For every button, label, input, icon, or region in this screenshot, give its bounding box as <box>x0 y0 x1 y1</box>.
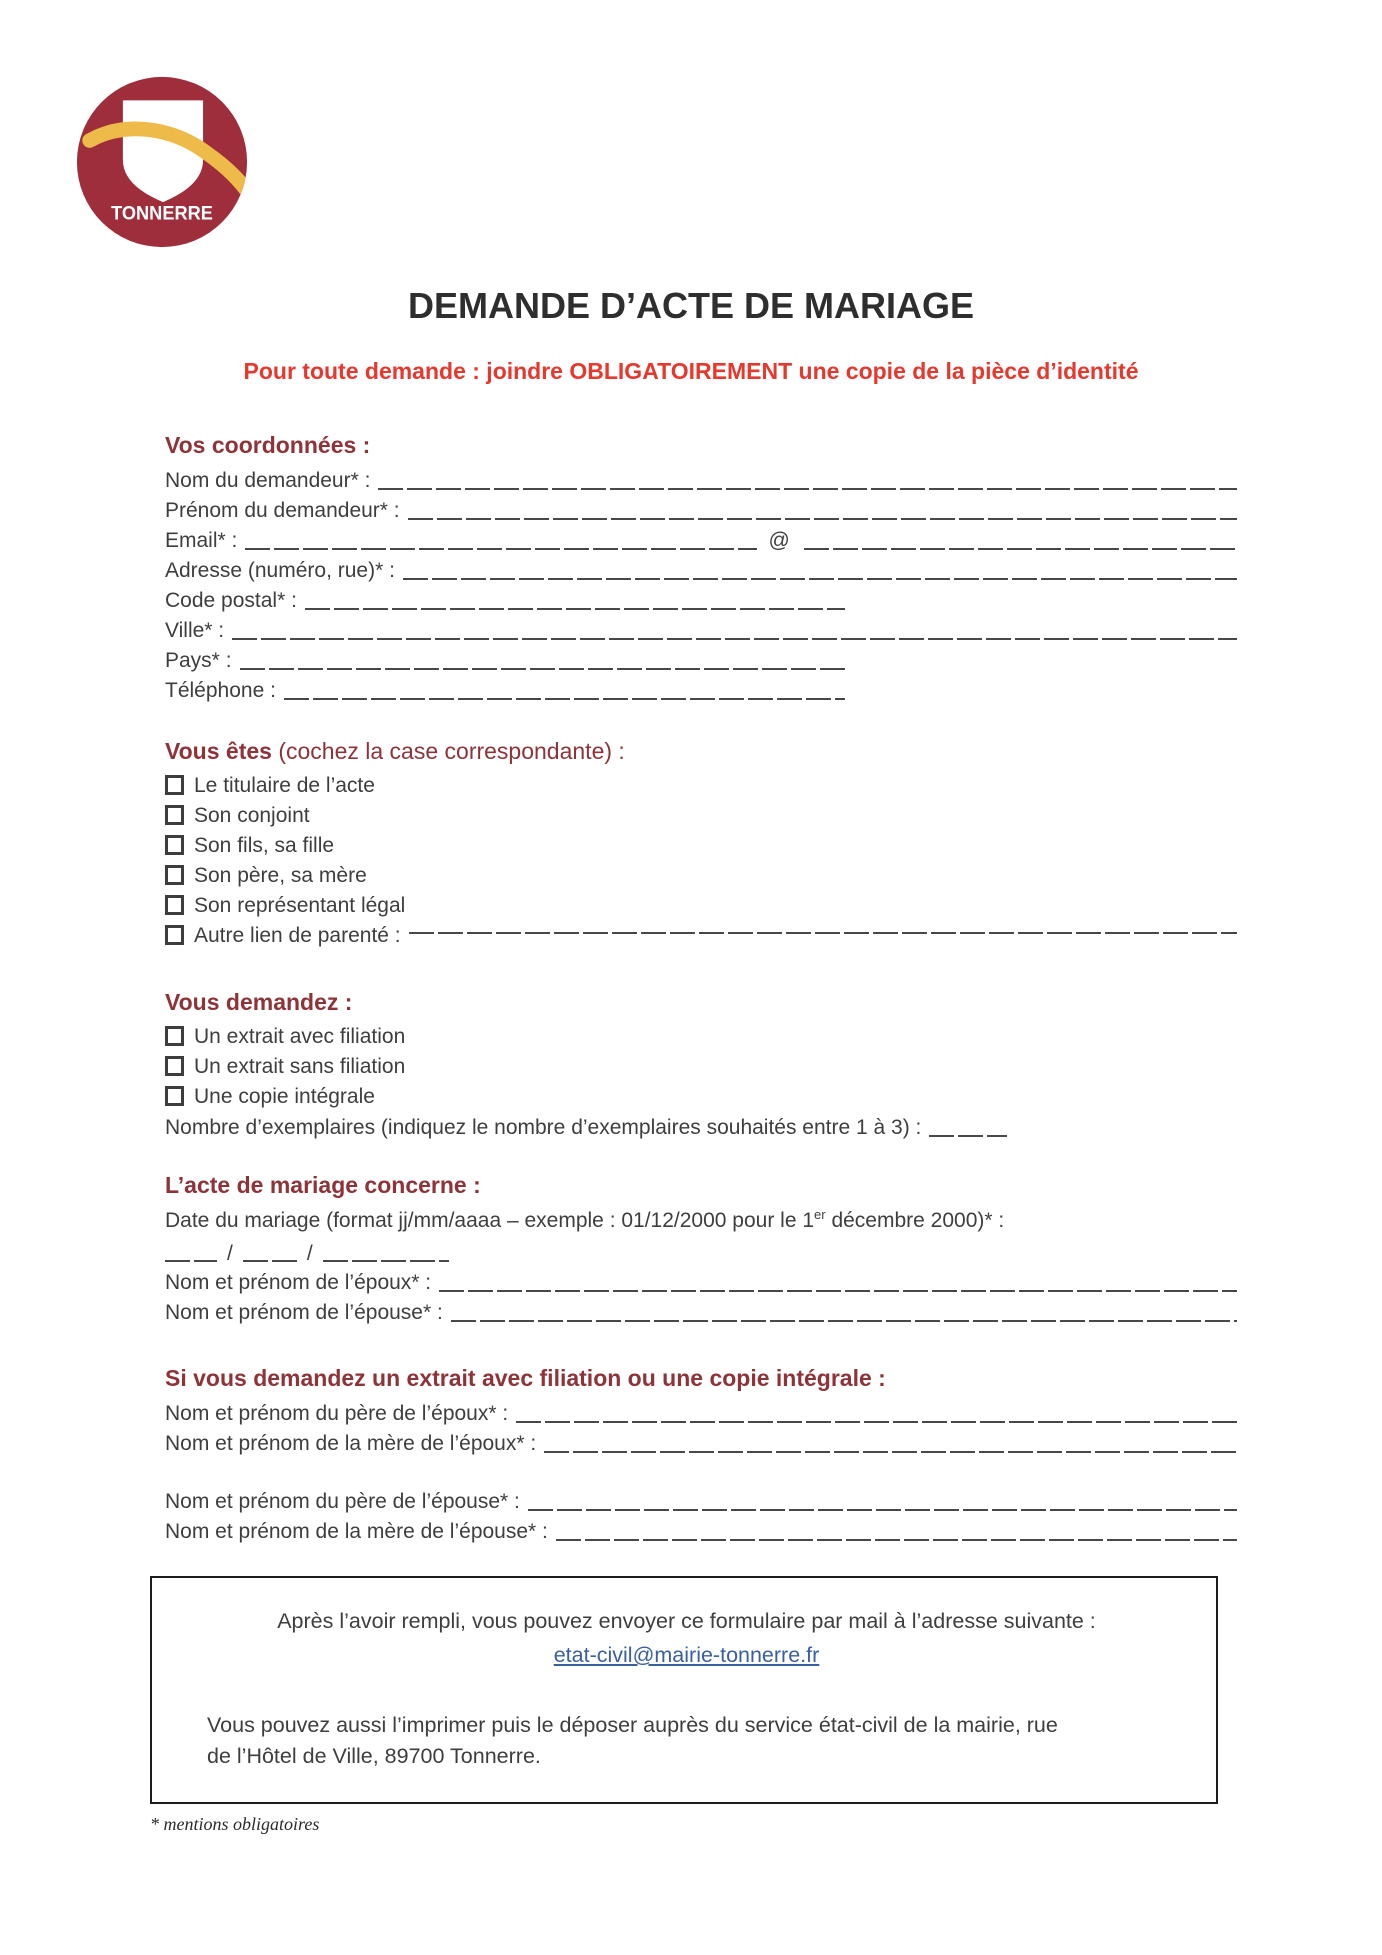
titulaire-label: Le titulaire de l’acte <box>194 774 375 797</box>
ville-input[interactable] <box>232 638 1237 640</box>
at-sign: @ <box>768 529 790 552</box>
email-label: Email* : <box>165 529 238 552</box>
date-mariage-label: Date du mariage (format jj/mm/aaaa – exemple : 01/12/2000 pour le 1er décembre 2000)* : <box>165 1207 1005 1232</box>
date-mariage-inputs <box>165 1235 1237 1267</box>
logo-text: TONNERRE <box>111 202 213 225</box>
date-slash-2: / <box>306 1242 313 1265</box>
extrait-sans-filiation-label: Un extrait sans filiation <box>194 1055 406 1078</box>
section-heading-filiation: Si vous demandez un extrait avec filiation ou une copie intégrale : <box>165 1365 886 1391</box>
email-link[interactable]: etat-civil@mairie-tonnerre.fr <box>553 1643 820 1667</box>
email-domain-input[interactable] <box>804 548 1237 550</box>
form-content <box>0 430 1382 1835</box>
representant-legal-label: Son représentant légal <box>194 894 406 917</box>
option-extrait-avec-filiation <box>165 1022 1237 1052</box>
checkbox-representant-legal[interactable] <box>165 895 184 915</box>
field-row-email <box>165 525 1237 555</box>
code-postal-label: Code postal* : <box>165 589 297 612</box>
checkbox-autre-lien[interactable] <box>165 925 184 945</box>
checkbox-titulaire[interactable] <box>165 775 184 795</box>
prenom-input[interactable] <box>408 518 1237 520</box>
page-title: DEMANDE D’ACTE DE MARIAGE <box>407 285 974 326</box>
field-row-epouse <box>165 1297 1237 1327</box>
infobox-para-line1: Vous pouvez aussi l’imprimer puis le déposer auprès du service état-civil de la mairie, rue <box>207 1713 1058 1737</box>
nombre-exemplaires-label: Nombre d’exemplaires (indiquez le nombre d’exemplaires souhaités entre 1 à 3) : <box>165 1116 922 1139</box>
field-row-mere-epoux <box>165 1428 1237 1458</box>
checkbox-copie-integrale[interactable] <box>165 1086 184 1106</box>
fils-fille-label: Son fils, sa fille <box>194 834 335 857</box>
pere-epouse-label: Nom et prénom du père de l’épouse* : <box>165 1490 520 1513</box>
date-mariage-label-row <box>165 1205 1237 1235</box>
checkbox-conjoint[interactable] <box>165 805 184 825</box>
pere-epouse-input[interactable] <box>528 1509 1237 1511</box>
epoux-label: Nom et prénom de l’époux* : <box>165 1271 432 1294</box>
mere-epouse-label: Nom et prénom de la mère de l’épouse* : <box>165 1520 548 1543</box>
adresse-label: Adresse (numéro, rue)* : <box>165 559 395 582</box>
mere-epouse-input[interactable] <box>556 1539 1237 1541</box>
pere-epoux-label: Nom et prénom du père de l’époux* : <box>165 1402 509 1425</box>
option-extrait-sans-filiation <box>165 1052 1237 1082</box>
option-titulaire <box>165 771 1237 801</box>
field-row-nom <box>165 465 1237 495</box>
infobox-line1: Après l’avoir rempli, vous pouvez envoyer ce formulaire par mail à l’adresse suivante : <box>277 1609 1096 1633</box>
field-row-prenom <box>165 495 1237 525</box>
infobox-paragraph <box>207 1710 1166 1772</box>
pays-input[interactable] <box>240 668 845 670</box>
infobox-link-wrap <box>207 1640 1166 1670</box>
section-heading-coordonnees: Vos coordonnées : <box>165 432 371 458</box>
option-autre-lien <box>165 921 1237 951</box>
option-copie-integrale <box>165 1082 1237 1112</box>
copie-integrale-label: Une copie intégrale <box>194 1085 375 1108</box>
checkbox-fils-fille[interactable] <box>165 835 184 855</box>
nombre-exemplaires-input[interactable] <box>929 1135 1007 1137</box>
pays-label: Pays* : <box>165 649 232 672</box>
field-row-pays <box>165 645 845 675</box>
email-local-input[interactable] <box>245 548 756 550</box>
epoux-input[interactable] <box>439 1290 1237 1292</box>
prenom-label: Prénom du demandeur* : <box>165 499 400 522</box>
infobox-para-line2: de l’Hôtel de Ville, 89700 Tonnerre. <box>207 1744 541 1768</box>
filiation-spacer <box>165 1458 1237 1486</box>
field-row-nombre-exemplaires <box>165 1112 1237 1142</box>
field-row-pere-epouse <box>165 1486 1237 1516</box>
field-row-ville <box>165 615 1237 645</box>
nom-label: Nom du demandeur* : <box>165 469 371 492</box>
ville-label: Ville* : <box>165 619 225 642</box>
mandatory-notice: Pour toute demande : joindre OBLIGATOIREMENT une copie de la pièce d’identité <box>243 358 1139 384</box>
nom-input[interactable] <box>378 488 1237 490</box>
telephone-label: Téléphone : <box>165 679 276 702</box>
option-conjoint <box>165 801 1237 831</box>
conjoint-label: Son conjoint <box>194 804 310 827</box>
checkbox-extrait-avec-filiation[interactable] <box>165 1026 184 1046</box>
option-pere-mere <box>165 861 1237 891</box>
mere-epoux-input[interactable] <box>544 1451 1237 1453</box>
vous-etes-bold: Vous êtes <box>165 738 272 764</box>
section-heading-vous-etes <box>165 736 1237 766</box>
mandatory-mentions-footnote: * mentions obligatoires <box>150 1814 320 1834</box>
option-representant-legal <box>165 891 1237 921</box>
autre-lien-label: Autre lien de parenté : <box>194 924 401 947</box>
vous-etes-rest: (cochez la case correspondante) : <box>271 738 625 764</box>
tonnerre-logo <box>74 74 250 250</box>
field-row-telephone <box>165 675 845 705</box>
section-heading-vous-demandez: Vous demandez : <box>165 989 353 1015</box>
option-fils-fille <box>165 831 1237 861</box>
autre-lien-input[interactable] <box>409 932 1237 934</box>
field-row-mere-epouse <box>165 1516 1237 1546</box>
checkbox-pere-mere[interactable] <box>165 865 184 885</box>
pere-mere-label: Son père, sa mère <box>194 864 367 887</box>
telephone-input[interactable] <box>284 698 845 700</box>
field-row-pere-epoux <box>165 1398 1237 1428</box>
pere-epoux-input[interactable] <box>516 1421 1237 1423</box>
code-postal-input[interactable] <box>305 608 845 610</box>
date-year-input[interactable] <box>323 1260 449 1262</box>
adresse-input[interactable] <box>403 578 1237 580</box>
section-heading-acte: L’acte de mariage concerne : <box>165 1172 481 1198</box>
submission-info-box <box>150 1576 1218 1804</box>
epouse-label: Nom et prénom de l’épouse* : <box>165 1301 443 1324</box>
field-row-adresse <box>165 555 1237 585</box>
checkbox-extrait-sans-filiation[interactable] <box>165 1056 184 1076</box>
field-row-code-postal <box>165 585 845 615</box>
date-day-input[interactable] <box>165 1260 217 1262</box>
extrait-avec-filiation-label: Un extrait avec filiation <box>194 1025 406 1048</box>
date-slash-1: / <box>227 1242 233 1265</box>
mere-epoux-label: Nom et prénom de la mère de l’époux* : <box>165 1432 537 1455</box>
epouse-input[interactable] <box>451 1320 1237 1322</box>
date-month-input[interactable] <box>243 1260 297 1262</box>
field-row-epoux <box>165 1267 1237 1297</box>
